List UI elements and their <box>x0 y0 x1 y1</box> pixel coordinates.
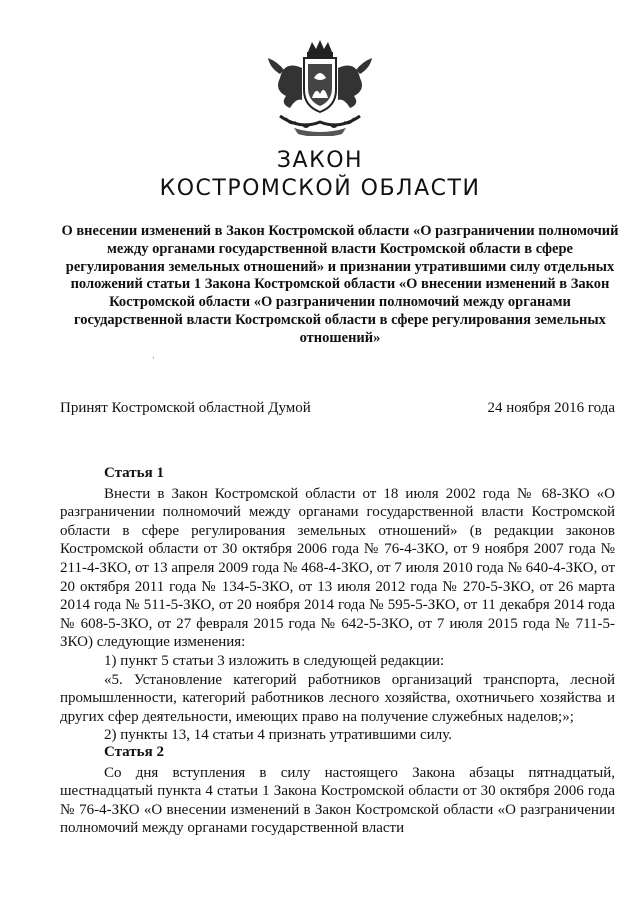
adoption-date: 24 ноября 2016 года <box>487 400 615 416</box>
article-1-paragraph: Внести в Закон Костромской области от 18 июля 2002 года № 68-ЗКО «О разграничении полномочий между органами государственной власти Костромской области в сфере регулирования земельных отношений» (в редакции законов Костромской области от 30 октября 2006 года № 76-4-ЗКО, от 9 ноября 2007 года № 211-4-ЗКО, от 13 апреля 2009 года № 468-4-ЗКО, от 7 июля 2010 года № 640-4-ЗКО, от 20 октября 2011 года № 134-5-ЗКО, от 13 июля 2012 года № 270-5-ЗКО, от 26 марта 2014 года № 511-5-ЗКО, от 20 ноября 2014 года № 595-5-ЗКО, от 11 декабря 2014 года № 608-5-ЗКО, от 27 февраля 2015 года № 642-5-ЗКО, от 7 июля 2015 года № 711-5-ЗКО) следующие изменения: <box>60 485 615 651</box>
adopted-by: Принят Костромской областной Думой <box>60 400 311 416</box>
article-1-heading: Статья 1 <box>104 465 164 481</box>
coat-of-arms-icon <box>250 38 390 136</box>
scan-mark: ˌ <box>152 348 156 359</box>
law-title-word: ЗАКОН <box>276 148 364 173</box>
article-1-paragraph: 1) пункт 5 статьи 3 изложить в следующей редакции: <box>104 652 445 669</box>
article-2 <box>60 743 615 838</box>
article-2-paragraph: Со дня вступления в силу настоящего Закона абзацы пятнадцатый, шестнадцатый пункта 4 статьи 1 Закона Костромской области от 30 октября 2006 года № 76-4-ЗКО «О внесении изменений в Закон Костромской области «О разграничении полномочий между органами государственной власти <box>60 764 615 837</box>
article-1-paragraph: 2) пункты 13, 14 статьи 4 признать утратившими силу. <box>104 727 452 744</box>
article-1-paragraph: «5. Установление категорий работников организаций транспорта, лесной промышленности, категорий работников лесного хозяйства, охотничьего хозяйства и других сфер деятельности, имеющих право на получение служебных наделов;»; <box>60 671 615 725</box>
law-subject: О внесении изменений в Закон Костромской области «О разграничении полномочий между органами государственной власти Костромской области в сфере регулирования земельных отношений» и признании утратившими силу отдельных положений статьи 1 Закона Костромской области «О внесении изменений в Закон Костромской области «О разграничении полномочий между органами государственной власти Костромской области в сфере регулирования земельных отношений» <box>61 223 619 346</box>
adoption-line <box>60 400 615 417</box>
article-1 <box>60 464 615 745</box>
article-2-heading: Статья 2 <box>104 744 164 760</box>
law-title-region: КОСТРОМСКОЙ ОБЛАСТИ <box>159 176 481 201</box>
